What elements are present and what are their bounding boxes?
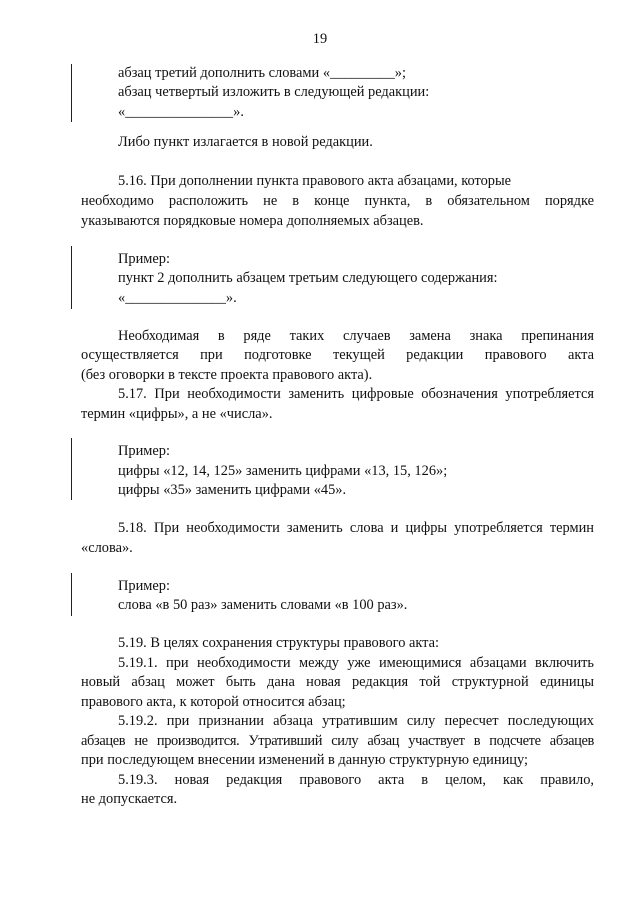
para-either: Либо пункт излагается в новой редакции. <box>118 134 373 150</box>
margin-bar <box>71 438 72 500</box>
p516-line3: указываются порядковые номера дополняемых абзацев. <box>81 213 424 229</box>
margin-bar <box>71 573 72 616</box>
block1-line1: абзац третий дополнить словами «_________»; <box>118 65 406 81</box>
example3-line1: слова «в 50 раз» заменить словами «в 100 раз». <box>118 597 408 613</box>
p516-line2: необходимо расположить не в конце пункта, в обязательном порядке <box>81 193 594 209</box>
example1-label: Пример: <box>118 251 170 267</box>
example1-line2: «______________». <box>118 290 237 306</box>
p5193-line2: не допускается. <box>81 791 178 807</box>
punct-line1: Необходимая в ряде таких случаев замена знака препинания <box>118 328 594 344</box>
block1-line3: «_______________». <box>118 104 244 120</box>
p516-line1 <box>118 172 594 191</box>
p519: 5.19. В целях сохранения структуры правового акта: <box>118 635 440 651</box>
p5192-line3: при последующем внесении изменений в данную структурную единицу; <box>81 752 528 768</box>
page-number: 19 <box>312 31 328 47</box>
p5191-line2: новый абзац может быть дана новая редакция той структурной единицы <box>81 674 594 690</box>
p517-line2: термин «цифры», а не «числа». <box>81 406 273 422</box>
example2-label: Пример: <box>118 443 170 459</box>
p5192-line1: 5.19.2. при признании абзаца утратившим силу пересчет последующих <box>118 713 594 729</box>
example3-label: Пример: <box>118 578 170 594</box>
example2-line2: цифры «35» заменить цифрами «45». <box>118 482 347 498</box>
example2-line1: цифры «12, 14, 125» заменить цифрами «13, 15, 126»; <box>118 463 448 479</box>
p5191-line1: 5.19.1. при необходимости между уже имеющимися абзацами включить <box>118 655 594 671</box>
margin-bar <box>71 64 72 122</box>
p518-line2: «слова». <box>81 540 133 556</box>
p517-line1: 5.17. При необходимости заменить цифровые обозначения употребляется <box>118 386 594 402</box>
margin-bar <box>71 246 72 309</box>
p518-line1: 5.18. При необходимости заменить слова и цифры употребляется термин <box>118 520 594 536</box>
block1-line2: абзац четвертый изложить в следующей редакции: <box>118 84 430 100</box>
p5192-line2: абзацев не производится. Утративший силу абзац участвует в подсчете абзацев <box>81 733 594 749</box>
p5191-line3: правового акта, к которой относится абзац; <box>81 694 346 710</box>
punct-line2: осуществляется при подготовке текущей редакции правового акта <box>81 347 594 363</box>
example1-line1: пункт 2 дополнить абзацем третьим следующего содержания: <box>118 270 498 286</box>
punct-line3: (без оговорки в тексте проекта правового акта). <box>81 367 373 383</box>
p5193-line1: 5.19.3. новая редакция правового акта в целом, как правило, <box>118 772 594 788</box>
p516-text-1: 5.16. При дополнении пункта правового акта абзацами, которые <box>118 173 512 189</box>
